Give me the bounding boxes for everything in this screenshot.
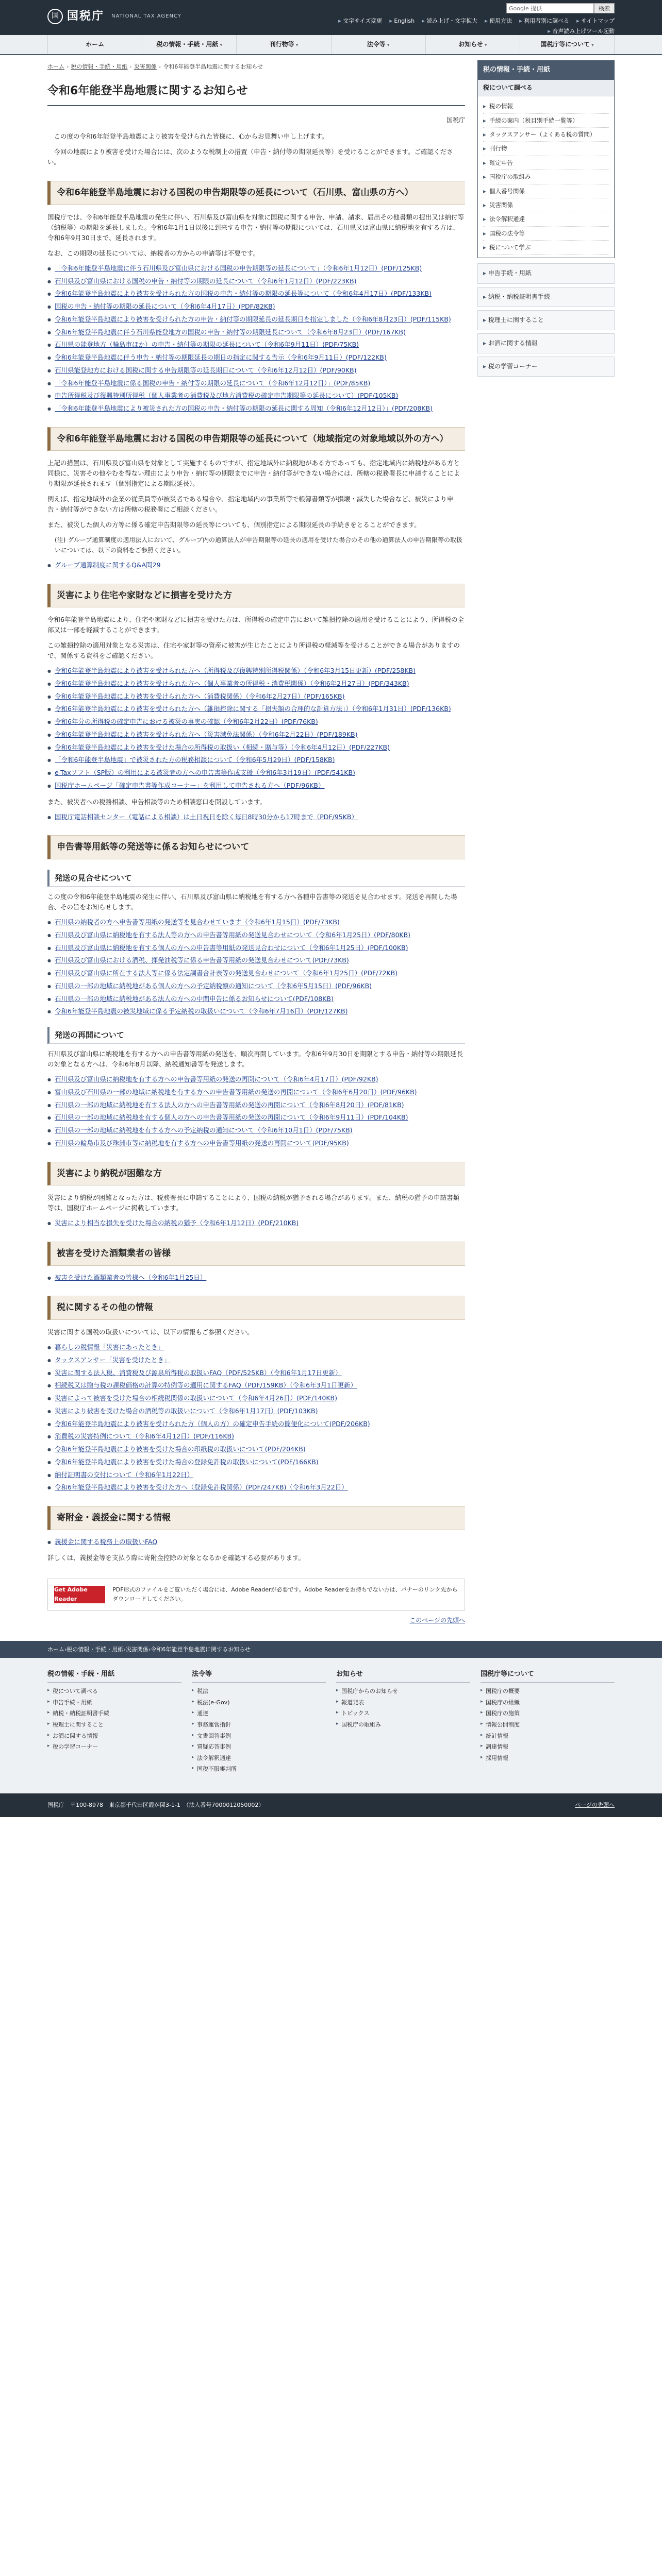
link-list bbox=[47, 561, 465, 570]
footer-link[interactable]: ▸ 税について調べる bbox=[47, 1686, 181, 1697]
document-link[interactable]: 令和6年能登半島地震により被害を受けた方へ（登録免許税関係）(PDF/247KB)（令和6年3月22日） bbox=[55, 1483, 348, 1492]
sidebar-title[interactable]: 税の情報・手続・用紙 bbox=[478, 61, 614, 80]
document-link[interactable]: 令和6年能登半島地震により被害を受けた場合の登録免許税の取扱いについて(PDF/166KB) bbox=[55, 1458, 319, 1466]
sidebar-subtitle[interactable]: 税について調べる bbox=[478, 80, 614, 96]
breadcrumb-item[interactable]: 災害関係 bbox=[134, 63, 157, 71]
document-link[interactable]: 令和6年能登半島地震の被災地域に係る予定納税の取扱いについて（令和6年7月16日）(PDF/127KB) bbox=[55, 1007, 348, 1015]
footer-link[interactable]: ▸ 情報公開制度 bbox=[481, 1719, 615, 1731]
footer-bottom bbox=[0, 1793, 662, 1817]
list-item bbox=[47, 1273, 465, 1283]
utility-link[interactable]: ▸ 使用方法 bbox=[485, 16, 512, 26]
footer-link[interactable]: ▸ 調達情報 bbox=[481, 1741, 615, 1753]
footer-link-list bbox=[192, 1686, 326, 1775]
link-list bbox=[47, 1273, 465, 1283]
breadcrumb-separator-icon: › bbox=[148, 1646, 151, 1653]
list-item bbox=[47, 1445, 465, 1454]
list-item bbox=[47, 366, 465, 376]
sidebar bbox=[477, 60, 615, 1641]
footer-page-top-link[interactable]: ページの先頭へ bbox=[575, 1801, 615, 1808]
subsection-heading: 発送の見合せについて bbox=[47, 870, 465, 887]
document-link[interactable]: 暮らしの税情報「災害にあったとき」 bbox=[55, 1343, 164, 1351]
document-link[interactable]: 令和6年能登半島地震により被害を受けた場合の所得税の取扱い（相続・贈与等）（令和6年4月12日）(PDF/227KB) bbox=[55, 743, 390, 751]
sidebar-item[interactable]: ▸ 税の情報 bbox=[483, 99, 609, 113]
sidebar-button[interactable]: ▸ 税の学習コーナー bbox=[477, 357, 615, 377]
footer-link[interactable]: ▸ 報道発表 bbox=[336, 1697, 470, 1708]
document-link[interactable]: 災害により被害を受けた場合の酒税等の取扱いについて（令和6年1月17日）(PDF/103KB) bbox=[55, 1406, 318, 1415]
global-nav-item[interactable]: ホーム bbox=[47, 35, 142, 54]
document-link[interactable]: 石川県の納税者の方へ申告書等用紙の発送等を見合わせています（令和6年1月15日）(PDF/73KB) bbox=[55, 918, 340, 926]
list-item bbox=[47, 692, 465, 702]
list-item bbox=[47, 1483, 465, 1493]
section-heading: 災害により納税が困難な方 bbox=[47, 1162, 465, 1186]
footer-link[interactable]: ▸ 法令解釈通達 bbox=[192, 1753, 326, 1764]
footer-link[interactable]: ▸ 文書回答事例 bbox=[192, 1731, 326, 1742]
document-link[interactable]: 令和6年能登半島地震により被害を受けられた方へ（所得税及び復興特別所得税関係）（令和6年3月15日更新）(PDF/258KB) bbox=[55, 667, 416, 675]
list-item bbox=[47, 340, 465, 350]
link-list bbox=[47, 1343, 465, 1493]
page-top-link-wrap bbox=[47, 1616, 465, 1625]
section-heading: 令和6年能登半島地震における国税の申告期限等の延長について（地域指定の対象地域以外の方へ） bbox=[47, 427, 465, 451]
utility-link[interactable]: ▸ English bbox=[389, 16, 415, 26]
utility-link[interactable]: ▸ 文字サイズ変更 bbox=[338, 16, 382, 26]
footer-column bbox=[47, 1669, 181, 1782]
search-box bbox=[506, 3, 615, 13]
paragraph: 例えば、指定地域外の企業の従業員等が被災者である場合や、指定地域内の事業所等で帳簿書類等が損壊・滅失した場合など、被災により申告・納付等ができない方は所轄の税務署にご相談ください。 bbox=[47, 495, 454, 514]
list-item bbox=[47, 1470, 465, 1480]
footer-column-title[interactable]: 国税庁等について bbox=[481, 1669, 615, 1683]
paragraph: また、被災者への税務相談、申告相談等のため相談窓口を開設しています。 bbox=[47, 798, 267, 806]
footer-link[interactable]: ▸ 申告手続・用紙 bbox=[47, 1697, 181, 1708]
footer-link[interactable]: ▸ 納税・納税証明書手続 bbox=[47, 1708, 181, 1719]
paragraph: なお、この期限の延長については、納税者の方からの申請等は不要です。 bbox=[47, 249, 260, 257]
breadcrumb-item: 令和6年能登半島地震に関するお知らせ bbox=[163, 63, 263, 71]
list-item bbox=[47, 943, 465, 953]
paragraph: 上記の措置は、石川県及び富山県を対象として実施するものですが、指定地域外に納税地がある方であっても、指定地域内に納税地がある方と同様に、災害その他やむを得ない理由により申告・納付等の期限までに申告・納付等ができない場合には、所轄の税務署長に申請することにより期限が延長されます（個別指定による期限延長）。 bbox=[47, 459, 460, 488]
document-link[interactable]: 「令和6年能登半島地震」で被災された方の税務相談について（令和6年5月29日）(PDF/158KB) bbox=[55, 756, 335, 764]
list-item bbox=[47, 404, 465, 414]
breadcrumb-item[interactable]: 税の情報・手続・用紙 bbox=[71, 63, 128, 71]
document-link[interactable]: 令和6年能登半島地震により被害を受けられた方の申告・納付等の期限延長の延長期日を指定しました（令和6年8月23日）(PDF/115KB) bbox=[55, 315, 451, 323]
list-item bbox=[47, 353, 465, 363]
footer-link[interactable]: ▸ 税法(e-Gov) bbox=[192, 1697, 326, 1708]
list-item bbox=[47, 1126, 465, 1136]
global-nav-item[interactable]: 刊行物等 ▾ bbox=[236, 35, 330, 54]
footer-link[interactable]: ▸ 国税庁の施策 bbox=[481, 1708, 615, 1719]
document-link[interactable]: 石川県の一部の地域に納税地を有する方への予定納税の通知について（令和6年10月1日）(PDF/75KB) bbox=[55, 1126, 353, 1134]
utility-link[interactable]: ▸ 音声読み上げツール起動 bbox=[548, 27, 615, 36]
document-link[interactable]: 石川県及び富山県に納税地を有する法人等の方への申告書等用紙の発送見合わせについて（令和6年1月25日）(PDF/80KB) bbox=[55, 930, 411, 939]
list-item bbox=[47, 328, 465, 337]
intro bbox=[47, 131, 465, 167]
breadcrumb-separator-icon: › bbox=[158, 63, 161, 71]
document-link[interactable]: 石川県の一部の地域に納税地がある法人の方への中間申告に係るお知らせについて(PDF/108KB) bbox=[55, 994, 334, 1003]
list-item bbox=[47, 277, 465, 286]
footer-link[interactable]: ▸ 質疑応答事例 bbox=[192, 1741, 326, 1753]
paragraph: また、被災した個人の方等に係る確定申告期限等の延長等についても、個別指定による期限延長の手続きをとることができます。 bbox=[47, 521, 421, 529]
document-link[interactable]: 石川県及び富山県に納税地を有する方への申告書等用紙の発送の再開について（令和6年4月17日）(PDF/92KB) bbox=[55, 1075, 378, 1083]
document-link[interactable]: 石川県の輪島市及び珠洲市等に納税地を有する方への申告書等用紙の発送の再開について(PDF/95KB) bbox=[55, 1139, 349, 1147]
list-item bbox=[47, 1218, 465, 1228]
logo-mark-icon: 国 bbox=[47, 9, 63, 24]
list-item bbox=[47, 1368, 465, 1378]
document-link[interactable]: 令和6年能登半島地震により被害を受けられた方の国税の申告・納付等の期限の延長等について（令和6年4月17日）(PDF/133KB) bbox=[55, 290, 432, 298]
document-link[interactable]: 国税庁ホームページ「確定申告書等作成コーナー」を利用して申告される方へ（PDF/96KB） bbox=[55, 781, 325, 789]
document-link[interactable]: 石川県能登地方における国税に関する申告期限等の延長期日について（令和6年12月12日）(PDF/90KB) bbox=[55, 366, 357, 374]
sidebar-item[interactable]: ▸ 国税庁の取組み bbox=[483, 170, 609, 184]
logo-text: 国税庁 bbox=[67, 10, 105, 23]
footer-column-title[interactable]: 法令等 bbox=[192, 1669, 326, 1683]
global-nav-item[interactable]: 国税庁等について ▾ bbox=[520, 35, 615, 54]
breadcrumb-item[interactable]: 災害関係 bbox=[125, 1646, 148, 1653]
sidebar-button[interactable]: ▸ 税理士に関すること bbox=[477, 310, 615, 330]
document-link[interactable]: 災害に関する法人税、消費税及び源泉所得税の取扱いFAQ（PDF/525KB）（令和6年1月17日更新） bbox=[55, 1368, 342, 1377]
footer-breadcrumb bbox=[0, 1641, 662, 1658]
list-item bbox=[47, 704, 465, 714]
link-list bbox=[47, 1537, 465, 1547]
document-link[interactable]: 富山県及び石川県の一部の地域に納税地を有する方への申告書等用紙の発送の再開について（令和6年6月20日）(PDF/96KB) bbox=[55, 1088, 417, 1096]
footer-link[interactable]: ▸ 税の学習コーナー bbox=[47, 1741, 181, 1753]
list-item bbox=[47, 743, 465, 753]
footer-link[interactable]: ▸ 通達 bbox=[192, 1708, 326, 1719]
list-item bbox=[47, 981, 465, 991]
paragraph: この度の令和6年能登半島地震の発生に伴い、石川県及び富山県に納税地を有する方へ各種申告書等の発送を見合わせます。発送を再開した場合、その旨をお知らせします。 bbox=[47, 893, 457, 911]
list-item bbox=[47, 717, 465, 727]
document-link[interactable]: グループ通算制度に関するQ&A問29 bbox=[55, 561, 161, 569]
site-logo[interactable] bbox=[47, 7, 181, 25]
paragraph: 災害に関する国税の取扱いについては、以下の情報もご参照ください。 bbox=[47, 1328, 254, 1336]
sidebar-item[interactable]: ▸ 手続の案内（税目別手続一覧等） bbox=[483, 114, 609, 128]
section-heading: 災害により住宅や家財などに損害を受けた方 bbox=[47, 584, 465, 608]
document-link[interactable]: 石川県の一部の地域に納税地がある個人の方への予定納税額の通知について（令和6年5月15日）(PDF/96KB) bbox=[55, 981, 372, 990]
document-link[interactable]: 石川県の能登地方（輪島市ほか）の申告・納付等の期限の延長について（令和6年9月11日）(PDF/75KB) bbox=[55, 341, 359, 349]
list-item bbox=[47, 1088, 465, 1097]
issuer: 国税庁 bbox=[446, 116, 465, 124]
document-link[interactable]: 納付証明書の交付について（令和6年1月22日） bbox=[55, 1470, 194, 1479]
document-link[interactable]: 災害により相当な損失を受けた場合の納税の猶予（令和6年1月12日）(PDF/210KB) bbox=[55, 1219, 299, 1227]
document-link[interactable]: 消費税の災害特例について（令和6年4月12日）(PDF/116KB) bbox=[55, 1432, 235, 1440]
utility-link[interactable]: ▸ 利用者別に調べる bbox=[519, 16, 569, 26]
document-link[interactable]: 国税の申告・納付等の期限の延長について（令和6年4月17日）(PDF/82KB) bbox=[55, 302, 275, 311]
footer-link-list bbox=[336, 1686, 470, 1730]
utility-link[interactable]: ▸ 読み上げ・文字拡大 bbox=[422, 16, 477, 26]
list-item bbox=[47, 264, 465, 274]
list-item bbox=[47, 1406, 465, 1416]
footer-nav bbox=[0, 1658, 662, 1793]
footer-link[interactable]: ▸ 統計情報 bbox=[481, 1731, 615, 1742]
list-item bbox=[47, 1537, 465, 1547]
footer-link[interactable]: ▸ 税法 bbox=[192, 1686, 326, 1697]
sidebar-item[interactable]: ▸ 個人番号関係 bbox=[483, 184, 609, 198]
document-link[interactable]: 令和6年能登半島地震により被害を受けられた方へ（雑損控除に関する「損失額の合理的な計算方法」）（令和6年1月31日）(PDF/136KB) bbox=[55, 705, 451, 713]
paragraph: 石川県及び富山県に納税地を有する方への申告書等用紙の発送を、順次再開しています。令和6年9月30日を期限とする申告・納付等の期限延長の対象となる方へは、令和6年8月以降、納税通知書等を発送します。 bbox=[47, 1050, 463, 1069]
adobe-reader-text: PDF形式のファイルをご覧いただく場合には、Adobe Readerが必要です。Adobe Readerをお持ちでない方は、バナーのリンク先からダウンロードしてください。 bbox=[112, 1586, 458, 1602]
list-item bbox=[47, 1394, 465, 1403]
adobe-reader-notice bbox=[47, 1579, 465, 1610]
link-list bbox=[47, 918, 465, 1016]
breadcrumb-separator-icon: › bbox=[129, 63, 132, 71]
footer-column bbox=[192, 1669, 326, 1782]
intro-paragraph: この度の令和6年能登半島地震により被害を受けられた皆様に、心からお見舞い申し上げます。 bbox=[54, 132, 328, 141]
global-nav bbox=[0, 35, 662, 55]
link-list bbox=[47, 812, 465, 822]
footer-link-list bbox=[47, 1686, 181, 1753]
list-item bbox=[47, 561, 465, 570]
document-link[interactable]: 令和6年能登半島地震により被害を受けられた方へ（消費税関係）（令和6年2月27日）(PDF/165KB) bbox=[55, 692, 345, 700]
list-item bbox=[47, 1075, 465, 1084]
list-item bbox=[47, 1343, 465, 1352]
search-input[interactable] bbox=[506, 3, 594, 13]
document-link[interactable]: 石川県及び富山県における国税の申告・納付等の期限の延長について（令和6年1月12日）(PDF/223KB) bbox=[55, 277, 357, 285]
footer-link[interactable]: ▸ 国税庁の概要 bbox=[481, 1686, 615, 1697]
page-top-link[interactable]: このページの先頭へ bbox=[409, 1616, 465, 1624]
footer-link-list bbox=[481, 1686, 615, 1764]
list-item bbox=[47, 755, 465, 765]
paragraph: 詳しくは、義援金等を支払う際に寄附金控除の対象となるかを確認する必要があります。 bbox=[47, 1554, 305, 1562]
list-item bbox=[47, 930, 465, 940]
document-link[interactable]: 石川県及び富山県における酒税、揮発油税等に係る申告書等用紙の発送見合わせについて(PDF/73KB) bbox=[55, 956, 349, 964]
breadcrumb-item[interactable]: ホーム bbox=[47, 1646, 64, 1653]
document-link[interactable]: 被害を受けた酒類業者の皆様へ（令和6年1月25日） bbox=[55, 1273, 207, 1281]
sidebar-item[interactable]: ▸ 税について学ぶ bbox=[483, 241, 609, 255]
link-list bbox=[47, 666, 465, 791]
link-list bbox=[47, 1218, 465, 1228]
section-heading: 被害を受けた酒類業者の皆様 bbox=[47, 1242, 465, 1266]
document-link[interactable]: 「令和6年能登半島地震により被災された方の国税の申告・納付等の期限の延長に関する周知（令和6年12月12日）」(PDF/208KB) bbox=[55, 404, 433, 413]
footer-column-title[interactable]: お知らせ bbox=[336, 1669, 470, 1683]
list-item bbox=[47, 391, 465, 401]
global-nav-item[interactable]: 法令等 ▾ bbox=[331, 35, 425, 54]
page-title: 令和6年能登半島地震に関するお知らせ bbox=[47, 75, 465, 106]
list-item bbox=[47, 1139, 465, 1148]
main-content bbox=[47, 60, 465, 1641]
footer-link[interactable]: ▸ トピックス bbox=[336, 1708, 470, 1719]
sidebar-item[interactable]: ▸ 刊行物 bbox=[483, 142, 609, 156]
section-heading: 申告書等用紙等の発送等に係るお知らせについて bbox=[47, 835, 465, 859]
document-link[interactable]: 義援金に関する税務上の取扱いFAQ bbox=[55, 1537, 158, 1546]
footer-link[interactable]: ▸ 税理士に関すること bbox=[47, 1719, 181, 1731]
document-link[interactable]: 石川県の一部の地域に納税地を有する個人の方への申告書等用紙の発送の再開について（令和6年9月11日）(PDF/104KB) bbox=[55, 1113, 408, 1122]
sidebar-item[interactable]: ▸ 災害関係 bbox=[483, 198, 609, 212]
paragraph: 災害により納税が困難となった方は、税務署長に申請することにより、国税の納税が猶予される場合があります。また、納税の猶予の申請書類等は、国税庁ホームページに掲載しています。 bbox=[47, 1194, 460, 1212]
list-item bbox=[47, 1458, 465, 1467]
document-link[interactable]: 相続税又は贈与税の課税価格の計算の特例等の適用に関するFAQ（PDF/159KB）（令和6年3月1日更新） bbox=[55, 1381, 357, 1389]
list-item bbox=[47, 1100, 465, 1110]
document-link[interactable]: 令和6年分の所得税の確定申告における被災の事実の確認（令和6年2月22日）(PDF/76KB) bbox=[55, 718, 318, 726]
list-item bbox=[47, 289, 465, 299]
list-item bbox=[47, 379, 465, 388]
list-item bbox=[47, 302, 465, 312]
sidebar-item[interactable]: ▸ 確定申告 bbox=[483, 156, 609, 170]
breadcrumb-item: 令和6年能登半島地震に関するお知らせ bbox=[151, 1646, 251, 1653]
footer-column-title[interactable]: 税の情報・手続・用紙 bbox=[47, 1669, 181, 1683]
document-link[interactable]: 令和6年能登半島地震により被害を受けられた方へ（個人事業者の所得税・消費税関係）（令和6年2月27日）(PDF/343KB) bbox=[55, 679, 409, 687]
global-nav-item[interactable]: お知らせ ▾ bbox=[425, 35, 520, 54]
sidebar-button[interactable]: ▸ 納税・納税証明書手続 bbox=[477, 287, 615, 307]
document-link[interactable]: 令和6年能登半島地震に伴う石川県能登地方の国税の申告・納付等の期限延長について（令和6年8月23日）(PDF/167KB) bbox=[55, 328, 406, 336]
list-item bbox=[47, 768, 465, 778]
breadcrumb-separator-icon: › bbox=[67, 63, 69, 71]
list-item bbox=[47, 730, 465, 740]
paragraph: 令和6年能登半島地震により、住宅や家財などに損害を受けた方は、所得税の確定申告において雑損控除の適用を受けることにより、所得税の全部又は一部を軽減することができます。 bbox=[47, 616, 464, 634]
document-link[interactable]: 「令和6年能登半島地震に係る国税の申告・納付等の期限の延長について（令和6年12月12日）」(PDF/85KB) bbox=[55, 379, 371, 387]
link-list bbox=[47, 264, 465, 414]
utility-links bbox=[295, 16, 615, 36]
section-heading: 令和6年能登半島地震における国税の申告期限等の延長について（石川県、富山県の方へ） bbox=[47, 181, 465, 205]
list-item bbox=[47, 679, 465, 689]
footer-address: 国税庁 〒100-8978 東京都千代田区霞が関3-1-1 （法人番号7000012050002） bbox=[47, 1801, 264, 1808]
subsection-heading: 発送の再開について bbox=[47, 1027, 465, 1044]
breadcrumb-separator-icon: › bbox=[123, 1646, 126, 1653]
document-link[interactable]: 令和6年能登半島地震により被害を受けられた方へ（災害減免法関係）（令和6年2月22日）(PDF/189KB) bbox=[55, 730, 358, 738]
document-link[interactable]: 申告所得税及び復興特別所得税（個人事業者の消費税及び地方消費税の確定申告期限等の延長について）(PDF/105KB) bbox=[55, 392, 399, 400]
document-link[interactable]: 石川県及び富山県に所在する法人等に係る法定調書合計表等の発送見合わせについて（令和6年1月25日）(PDF/72KB) bbox=[55, 969, 398, 977]
site-header bbox=[0, 0, 662, 35]
section-heading: 寄附金・義援金に関する情報 bbox=[47, 1506, 465, 1530]
footer-link[interactable]: ▸ お酒に関する情報 bbox=[47, 1731, 181, 1742]
list-item bbox=[47, 994, 465, 1004]
breadcrumb-separator-icon: › bbox=[64, 1646, 67, 1653]
list-item bbox=[47, 1432, 465, 1442]
list-item bbox=[47, 1355, 465, 1365]
section-heading: 税に関するその他の情報 bbox=[47, 1296, 465, 1320]
list-item bbox=[47, 812, 465, 822]
document-link[interactable]: 石川県の一部の地域に納税地を有する法人の方への申告書等用紙の発送の再開について（令和6年8月20日）(PDF/81KB) bbox=[55, 1100, 404, 1109]
document-link[interactable]: 「令和6年能登半島地震に伴う石川県及び富山県における国税の申告期限等の延長について」（令和6年1月12日）(PDF/125KB) bbox=[55, 264, 422, 272]
list-item bbox=[47, 1007, 465, 1016]
list-item bbox=[47, 1113, 465, 1123]
sidebar-item[interactable]: ▸ タックスアンサー（よくある税の質問） bbox=[483, 128, 609, 142]
document-link[interactable]: 令和6年能登半島地震により被害を受けた場合の印紙税の取扱いについて(PDF/204KB) bbox=[55, 1445, 306, 1453]
paragraph: 国税庁では、令和6年能登半島地震の発生に伴い、石川県及び富山県を対象に国税に関する申告、申請、請求、届出その他書類の提出又は納付等（納税等）の期限を延長しました。令和6年1月1日以後に到来する申告・納付等の期限については、石川県又は富山県に納税地を有する方は、令和6年9月30日まで、延長されます。 bbox=[47, 213, 464, 242]
list-item bbox=[47, 956, 465, 965]
document-link[interactable]: 令和6年能登半島地震により被害を受けられた方（個人の方）の確定申告手続の簡便化について(PDF/206KB) bbox=[55, 1419, 370, 1428]
sidebar-menu bbox=[477, 60, 615, 258]
paragraph: この雑損控除の適用対象となる災害は、住宅や家財等の資産に被害が生じたことにより所得税の軽減等を受けることができる場合がありますので、関係する資料をご確認ください。 bbox=[47, 641, 460, 660]
footer-link[interactable]: ▸ 国税庁からのお知らせ bbox=[336, 1686, 470, 1697]
note: (注) グループ通算制度の適用法人において、グループ内の通算法人が申告期限等の延長の適用を受けた場合のその他の通算法人の申告期限等の取扱いについては、以下の資料をご参照ください。 bbox=[55, 536, 463, 554]
list-item bbox=[47, 781, 465, 791]
document-link[interactable]: 石川県及び富山県に納税地を有する個人の方への申告書等用紙の発送見合わせについて（令和6年1月25日）(PDF/100KB) bbox=[55, 943, 408, 952]
list-item bbox=[47, 1381, 465, 1391]
list-item bbox=[47, 969, 465, 978]
adobe-reader-banner[interactable]: Get Adobe Reader bbox=[54, 1586, 105, 1603]
document-link[interactable]: 災害によって被害を受けた場合の相続税関係の取扱いについて（令和6年4月26日）(PDF/140KB) bbox=[55, 1394, 338, 1402]
breadcrumb-item[interactable]: ホーム bbox=[47, 63, 64, 71]
search-button[interactable]: 検索 bbox=[594, 3, 615, 13]
footer-link[interactable]: ▸ 国税不服審判所 bbox=[192, 1764, 326, 1775]
global-nav-item[interactable]: 税の情報・手続・用紙 ▾ bbox=[142, 35, 236, 54]
document-link[interactable]: タックスアンサー「災害を受けたとき」 bbox=[55, 1355, 171, 1364]
sidebar-button[interactable]: ▸ 申告手続・用紙 bbox=[477, 263, 615, 283]
utility-link[interactable]: ▸ サイトマップ bbox=[576, 16, 615, 26]
breadcrumb-item[interactable]: 税の情報・手続・用紙 bbox=[67, 1646, 124, 1653]
footer-link[interactable]: ▸ 採用情報 bbox=[481, 1753, 615, 1764]
footer-column bbox=[336, 1669, 470, 1782]
breadcrumb bbox=[47, 60, 465, 75]
footer-column bbox=[481, 1669, 615, 1782]
document-link[interactable]: 国税庁電話相談センター（電話による相談）は土日祝日を除く毎日8時30分から17時まで（PDF/95KB） bbox=[55, 812, 358, 821]
link-list bbox=[47, 1075, 465, 1148]
list-item bbox=[47, 666, 465, 676]
sidebar-item[interactable]: ▸ 国税の法令等 bbox=[483, 227, 609, 241]
document-link[interactable]: e-Taxソフト（SP版）の利用による被災者の方への申告書等作成支援（令和6年3月19日）(PDF/541KB) bbox=[55, 769, 355, 777]
intro-paragraph: 今回の地震により被害を受けた場合には、次のような税制上の措置（申告・納付等の期限延長等）を受けることができます。ご確認ください。 bbox=[47, 148, 453, 166]
footer-link[interactable]: ▸ 事務運営指針 bbox=[192, 1719, 326, 1731]
footer-link[interactable]: ▸ 国税庁の組織 bbox=[481, 1697, 615, 1708]
sidebar-item[interactable]: ▸ 法令解釈通達 bbox=[483, 212, 609, 226]
document-link[interactable]: 令和6年能登半島地震に伴う申告・納付等の期限延長の期日の指定に関する告示（令和6年9月11日）(PDF/122KB) bbox=[55, 353, 387, 362]
sidebar-button[interactable]: ▸ お酒に関する情報 bbox=[477, 333, 615, 353]
footer-link[interactable]: ▸ 国税庁の取組み bbox=[336, 1719, 470, 1731]
list-item bbox=[47, 315, 465, 325]
list-item bbox=[47, 1419, 465, 1429]
list-item bbox=[47, 918, 465, 927]
logo-subtitle: NATIONAL TAX AGENCY bbox=[111, 13, 181, 19]
